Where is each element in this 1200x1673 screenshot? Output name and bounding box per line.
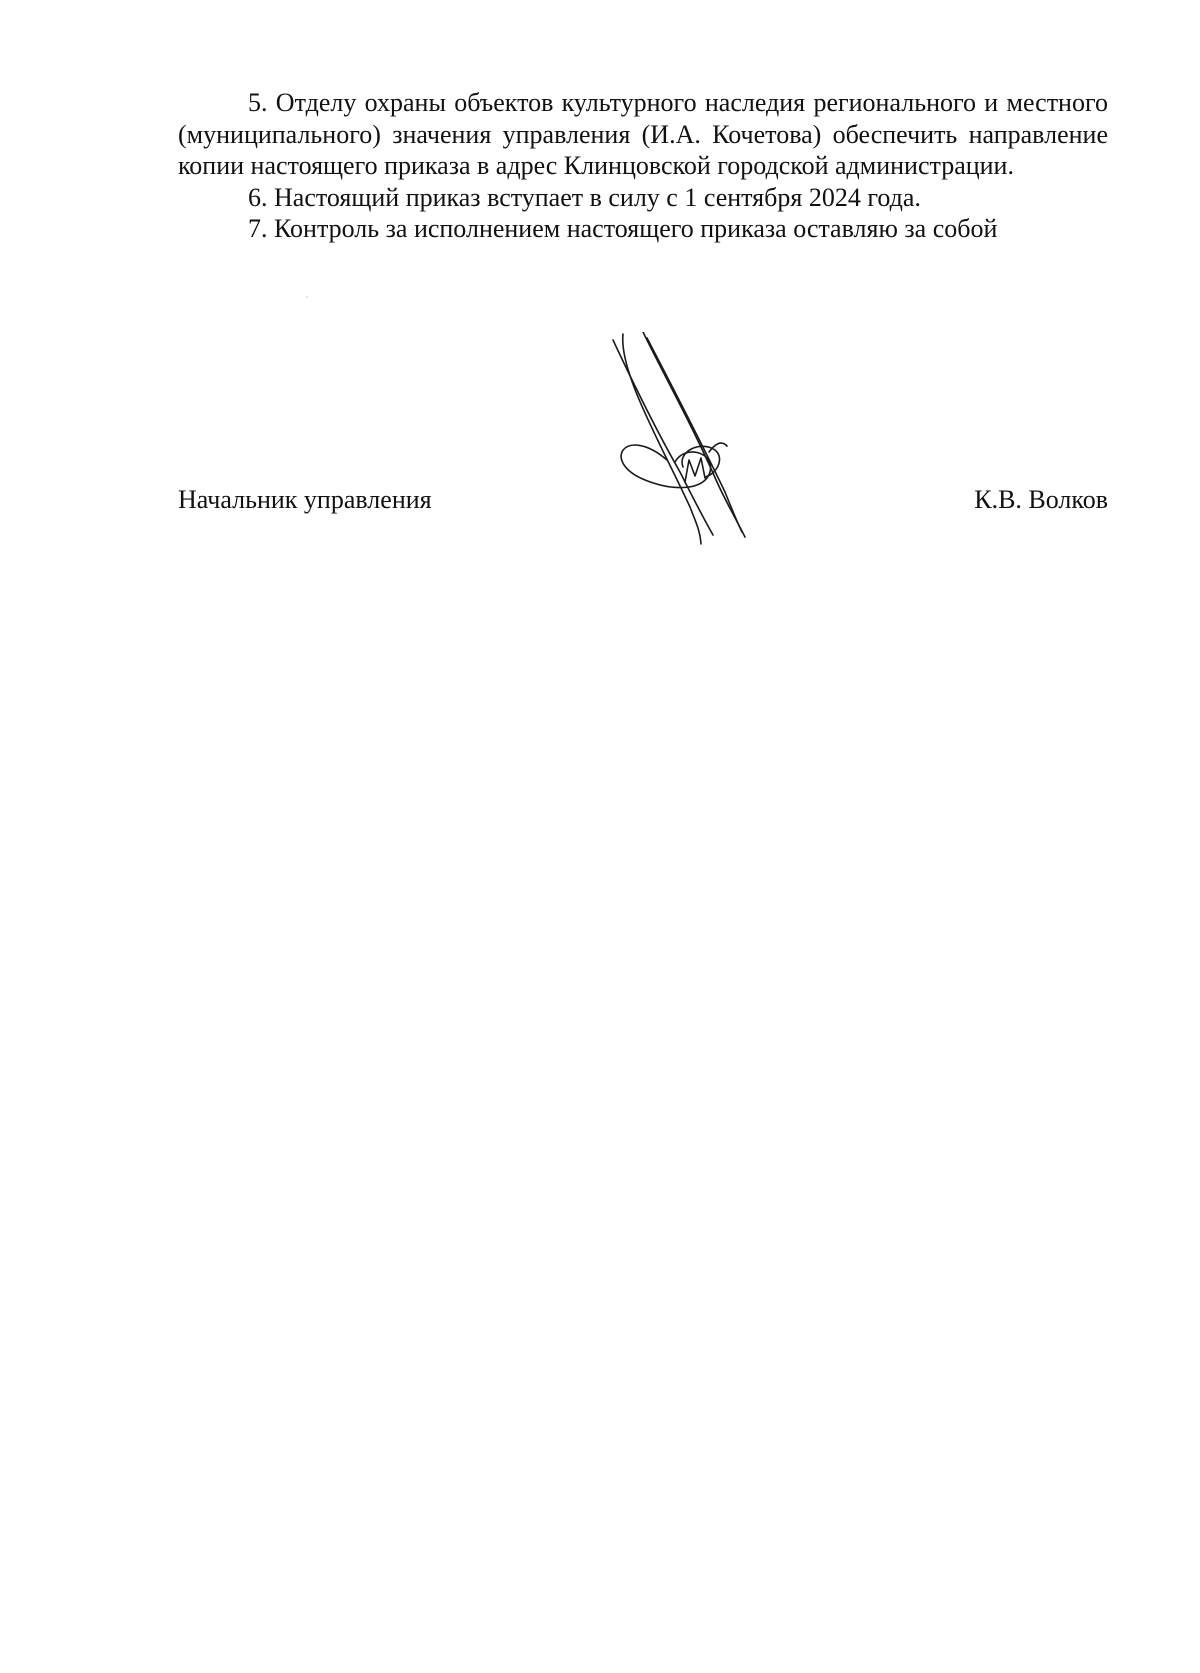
scan-speck [306,296,308,298]
signatory-name: К.В. Волков [974,485,1108,514]
position-title: Начальник управления [178,485,432,514]
handwritten-signature [605,332,770,547]
paragraph-item-7: 7. Контроль за исполнением настоящего приказа оставляю за собой [248,214,998,243]
paragraph-item-5: 5. Отделу охраны объектов культурного наследия регионального и местного (муниципального) значения управления (И.А. Кочетова) обеспечить направление копии настоящего приказа в адрес Клинцовской городской администрации. [178,88,1108,180]
order-body [178,87,1108,245]
paragraph-item-6: 6. Настоящий приказ вступает в силу с 1 сентября 2024 года. [248,182,921,212]
